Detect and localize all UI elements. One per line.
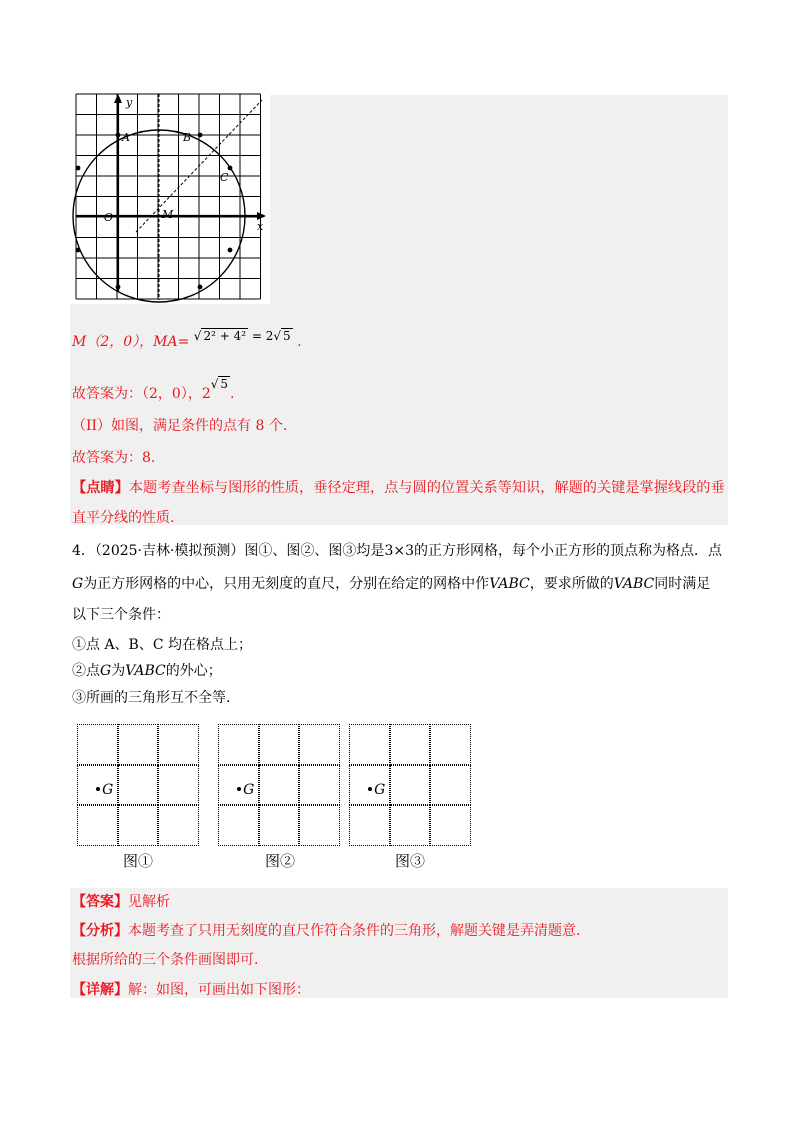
caption-figure-1: 图① <box>122 852 153 870</box>
point-g-label: G <box>374 781 386 798</box>
problem-line1 <box>72 541 722 561</box>
fenxi-tag: 【分析】 <box>72 923 128 939</box>
grid-cell <box>218 724 259 765</box>
grid-cell <box>299 765 340 806</box>
caption-figure-3: 图③ <box>394 852 425 870</box>
x-axis-label: x <box>257 220 264 233</box>
grid-cell <box>77 805 118 846</box>
grid-cell <box>430 724 471 765</box>
solution-line-ii: （II）如图，满足条件的点有 8 个. <box>72 418 288 434</box>
grid-cell <box>259 805 300 846</box>
grid-cell <box>299 724 340 765</box>
grid-cell <box>430 765 471 806</box>
dotted-grid-1 <box>77 724 199 846</box>
y-axis-label: y <box>126 96 133 109</box>
solution-line-answer2: 故答案为：8. <box>72 450 156 466</box>
dotted-grid-2 <box>218 724 340 846</box>
grid-cell <box>77 724 118 765</box>
fenxi-line <box>72 921 580 941</box>
point-g-label: G <box>102 781 114 798</box>
answer1-sqrt: √ 5 <box>210 377 229 391</box>
point-g: G <box>72 576 84 592</box>
problem-line2-mid2: ，要求所做的 <box>529 576 614 592</box>
xiangjie-text: 解：如图，可画出如下图形： <box>128 982 310 998</box>
answer-line <box>72 892 170 912</box>
grid-size: 3×3 <box>384 543 414 559</box>
grid-cell <box>349 724 390 765</box>
cond2-triangle: VABC <box>125 663 166 679</box>
grid-cell <box>390 724 431 765</box>
answer1-end: . <box>230 386 235 402</box>
grid-cell <box>158 724 199 765</box>
fenxi-line2: 根据所给的三个条件画图即可. <box>72 952 259 968</box>
grid-cell <box>390 765 431 806</box>
eq-text: = 2 <box>251 329 274 343</box>
grid-cell <box>259 765 300 806</box>
answer-text: 见解析 <box>128 894 170 910</box>
grid-cell <box>218 805 259 846</box>
grid-cell <box>390 805 431 846</box>
dotted-grid-3 <box>349 724 471 846</box>
grid-cell <box>158 765 199 806</box>
answer1-radicand: 5 <box>220 377 229 391</box>
point-a-label: A <box>122 131 130 144</box>
problem-line2 <box>72 574 710 594</box>
cond2-pre: ②点 <box>72 663 100 679</box>
caption-figure-2: 图② <box>264 852 295 870</box>
coordinate-circle-graph <box>70 92 270 304</box>
cond2-end: 的外心； <box>165 663 222 679</box>
ma-end: . <box>297 334 302 350</box>
radicand: 2² + 4² <box>203 329 247 343</box>
cond2-mid: 为 <box>111 663 126 679</box>
solution-line-ma <box>72 326 302 352</box>
answer1-text: 故答案为：（2，0），2 <box>72 386 211 402</box>
triangle-abc-1: VABC <box>489 576 530 592</box>
sqrt-expression: √ 2² + 4² = 2√ 5 <box>193 329 291 343</box>
dianjing-text1: 本题考查坐标与图形的性质，垂径定理，点与圆的位置关系等知识，解题的关键是掌握线段的垂 <box>128 480 725 496</box>
grid-cell <box>259 724 300 765</box>
problem-line2-end: 同时满足 <box>654 576 711 592</box>
grid-cell <box>158 805 199 846</box>
problem-line3: 以下三个条件： <box>72 607 170 623</box>
answer-tag: 【答案】 <box>72 894 128 910</box>
dianjing-line2: 直平分线的性质. <box>72 510 175 526</box>
origin-label: O <box>104 211 114 224</box>
fenxi-text: 本题考查了只用无刻度的直尺作符合条件的三角形，解题关键是弄清题意. <box>128 923 581 939</box>
solution-line-answer1 <box>72 374 234 404</box>
problem-line2-mid: 为正方形网格的中心，只用无刻度的直尺，分别在给定的网格中作 <box>83 576 490 592</box>
grid-cell <box>118 765 159 806</box>
grid-cell <box>118 805 159 846</box>
xiangjie-tag: 【详解】 <box>72 982 128 998</box>
dianjing-line1 <box>72 478 725 498</box>
grid-cell <box>118 724 159 765</box>
condition-3: ③所画的三角形互不全等. <box>72 690 231 706</box>
grid-cell <box>349 805 390 846</box>
point-m-label: M <box>162 208 174 221</box>
point-b-label: B <box>183 131 192 144</box>
problem-line1-rest: 的正方形网格，每个小正方形的顶点称为格点．点 <box>413 543 722 559</box>
point-c-label: C <box>220 171 229 184</box>
ma-text: M（2，0），MA= <box>72 334 190 350</box>
cond2-g: G <box>100 663 112 679</box>
point-g-label: G <box>243 781 255 798</box>
triangle-abc-2: VABC <box>613 576 655 592</box>
grid-cell <box>430 805 471 846</box>
sqrt-five: 5 <box>283 329 291 343</box>
dianjing-tag: 【点睛】 <box>72 480 129 496</box>
problem-source: 4．（2025·吉林·模拟预测）图①、图②、图③均是 <box>72 543 385 559</box>
grid-cell <box>299 805 340 846</box>
condition-1: ①点 A、B、C 均在格点上； <box>72 637 253 653</box>
xiangjie-line <box>72 980 310 1000</box>
condition-2 <box>72 661 222 681</box>
